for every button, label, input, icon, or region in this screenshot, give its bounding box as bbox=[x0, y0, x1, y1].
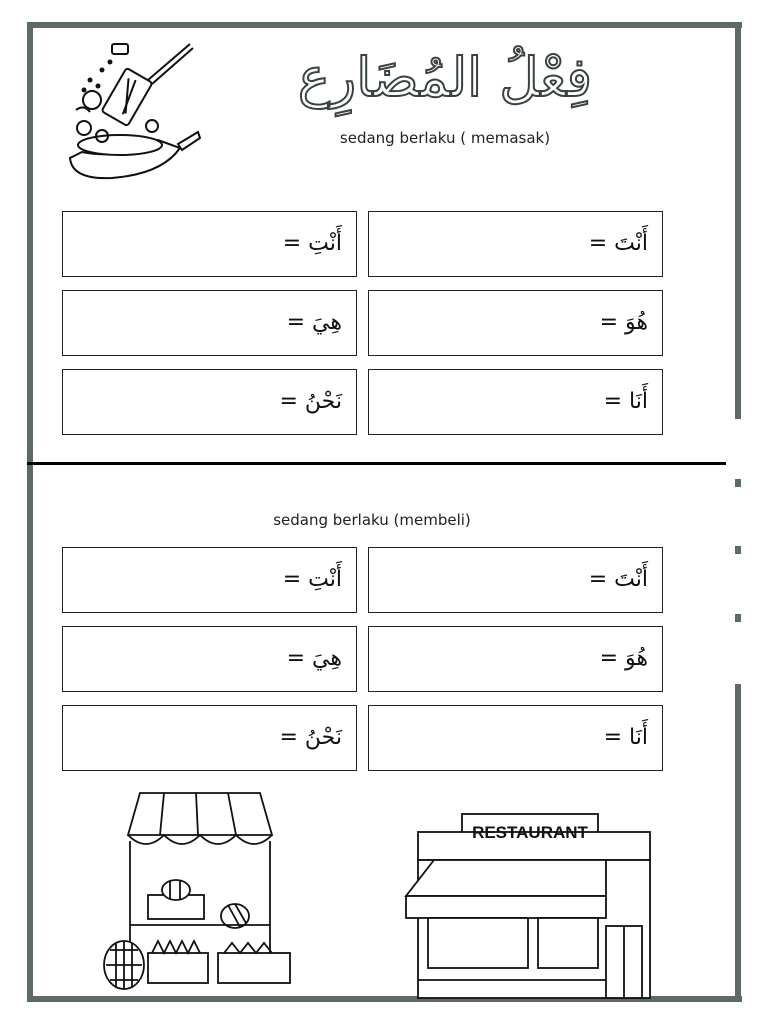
frame-right-dot bbox=[735, 479, 741, 487]
frame-left-border bbox=[27, 22, 33, 1002]
market-stall-icon bbox=[100, 785, 295, 995]
pronoun-label: نَحْنُ = bbox=[279, 389, 342, 414]
frame-right-border-lower bbox=[735, 684, 741, 1002]
pronoun-label: أَنْتِ = bbox=[282, 231, 342, 256]
answer-box-nahnu[interactable] bbox=[62, 705, 357, 771]
answer-box-anta[interactable] bbox=[368, 547, 663, 613]
answer-box-ana[interactable] bbox=[368, 369, 663, 435]
frame-right-dot bbox=[735, 546, 741, 554]
frame-right-dot bbox=[735, 614, 741, 622]
pronoun-label: أَنْتِ = bbox=[282, 567, 342, 592]
section2-subtitle: sedang berlaku (membeli) bbox=[273, 511, 471, 529]
answer-box-nahnu[interactable] bbox=[62, 369, 357, 435]
pronoun-label: أَنَا = bbox=[603, 725, 648, 750]
pronoun-label: نَحْنُ = bbox=[279, 725, 342, 750]
pronoun-label: أَنْتَ = bbox=[588, 567, 648, 592]
answer-box-huwa[interactable] bbox=[368, 290, 663, 356]
pronoun-label: هِيَ = bbox=[286, 310, 342, 335]
restaurant-building-icon bbox=[404, 810, 656, 1000]
page-title: فِعْلُ المُضَارِع bbox=[297, 46, 593, 109]
answer-box-anti[interactable] bbox=[62, 211, 357, 277]
answer-box-anta[interactable] bbox=[368, 211, 663, 277]
pronoun-label: هِيَ = bbox=[286, 646, 342, 671]
pronoun-label: أَنْتَ = bbox=[588, 231, 648, 256]
answer-box-huwa[interactable] bbox=[368, 626, 663, 692]
restaurant-sign: RESTAURANT bbox=[472, 823, 588, 842]
pronoun-label: هُوَ = bbox=[599, 646, 648, 671]
cooking-pan-icon bbox=[62, 40, 202, 185]
section-divider bbox=[27, 462, 726, 465]
answer-box-hiya[interactable] bbox=[62, 290, 357, 356]
section1-subtitle: sedang berlaku ( memasak) bbox=[339, 129, 551, 147]
frame-top-border bbox=[27, 22, 742, 28]
answer-box-ana[interactable] bbox=[368, 705, 663, 771]
frame-right-border-upper bbox=[735, 22, 741, 419]
answer-box-anti[interactable] bbox=[62, 547, 357, 613]
pronoun-label: هُوَ = bbox=[599, 310, 648, 335]
answer-box-hiya[interactable] bbox=[62, 626, 357, 692]
pronoun-label: أَنَا = bbox=[603, 389, 648, 414]
